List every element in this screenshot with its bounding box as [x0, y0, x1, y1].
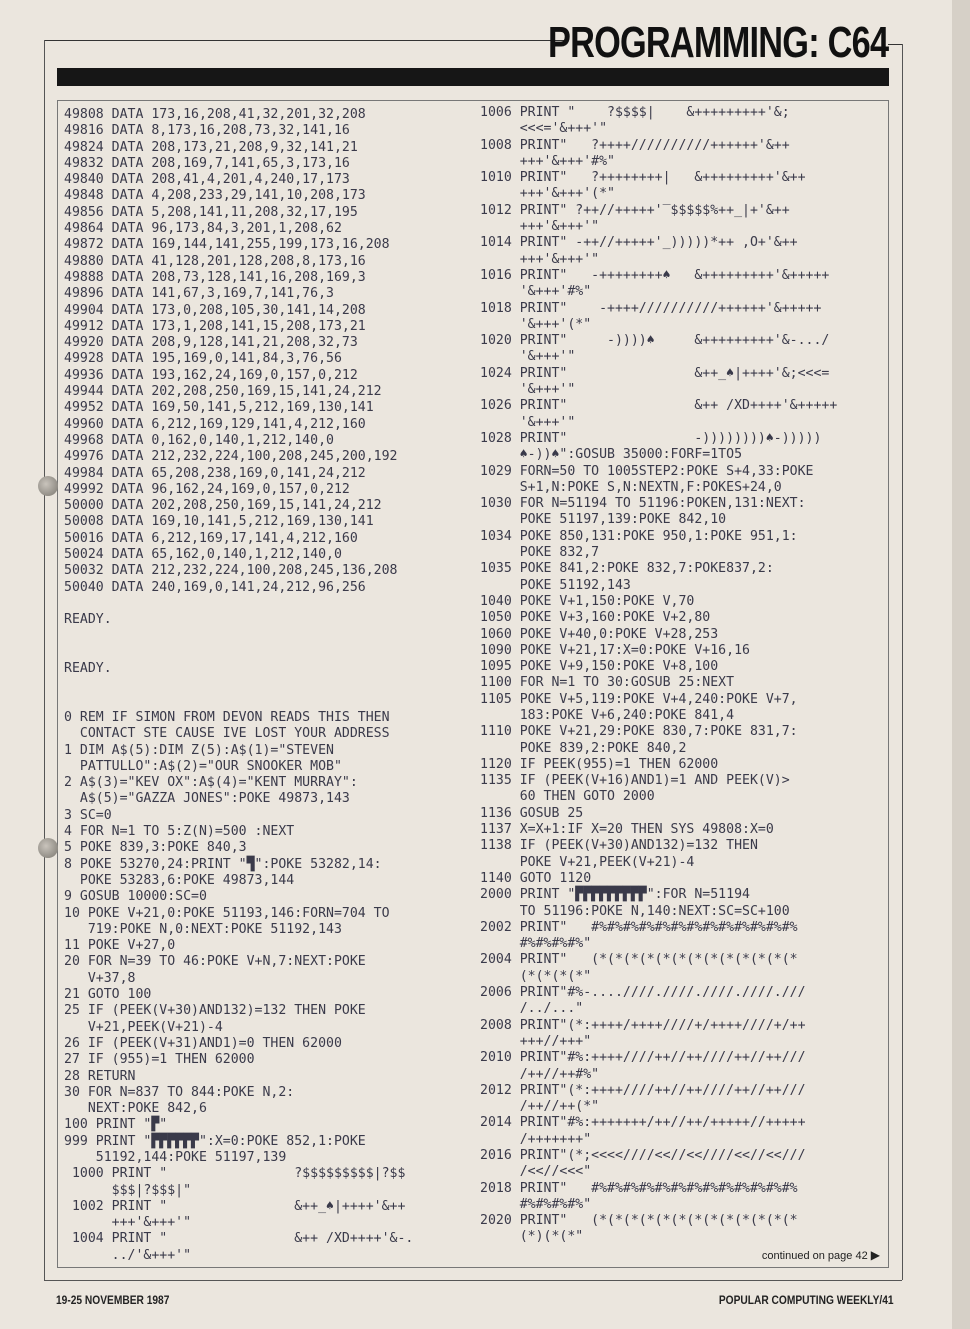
code-line: POKE 832,7 — [480, 545, 600, 561]
code-line — [64, 645, 413, 661]
code-line: READY. — [64, 661, 112, 677]
code-line: 49856 DATA 5,208,141,11,208,32,17,195 — [64, 204, 358, 220]
code-line: 3 SC=0 — [64, 807, 112, 823]
code-line: (*)(*(*" — [480, 1229, 584, 1245]
code-line: 49840 DATA 208,41,4,201,4,240,17,173 — [64, 172, 350, 188]
code-line: 28 RETURN — [64, 1068, 136, 1084]
code-line: 49912 DATA 173,1,208,141,15,208,173,21 — [64, 318, 366, 334]
code-line: '&+++'#%" — [480, 284, 592, 300]
code-line: 1006 PRINT " ?$$$$| &+++++++++'&; — [480, 105, 790, 120]
code-line: 1050 POKE V+3,160:POKE V+2,80 — [480, 610, 711, 626]
code-line: 49808 DATA 173,16,208,41,32,201,32,208 — [64, 107, 366, 122]
code-line: 1034 POKE 850,131:POKE 950,1:POKE 951,1: — [480, 528, 798, 544]
code-line: (*(*(*(*" — [480, 968, 592, 984]
code-line: 49904 DATA 173,0,208,105,30,141,14,208 — [64, 302, 366, 318]
code-line: '&+++'" — [480, 414, 576, 430]
frame-line — [44, 1280, 902, 1281]
code-line: #%#%#%#%" — [480, 936, 592, 952]
code-line: 49848 DATA 4,208,233,29,141,10,208,173 — [64, 188, 366, 204]
code-line: '&+++'" — [480, 382, 576, 398]
code-line: 1060 POKE V+40,0:POKE V+28,253 — [480, 626, 719, 642]
code-line: 2002 PRINT" #%#%#%#%#%#%#%#%#%#%#%#%#% — [480, 919, 798, 935]
code-line: 1136 GOSUB 25 — [480, 805, 584, 821]
code-line: 49888 DATA 208,73,128,141,16,208,169,3 — [64, 269, 366, 285]
code-line: /++//++(*" — [480, 1099, 600, 1115]
code-line: 183:POKE V+6,240:POKE 841,4 — [480, 707, 735, 723]
code-line: ♠-))♠":GOSUB 35000:FORF=1TO5 — [480, 447, 743, 463]
code-line: 49872 DATA 169,144,141,255,199,173,16,208 — [64, 237, 390, 253]
code-line: POKE 53283,6:POKE 49873,144 — [64, 872, 295, 888]
code-line: 1028 PRINT" -))))))))♠-))))) — [480, 430, 822, 446]
code-line: 1024 PRINT" &++_♠|++++'&;<<<= — [480, 365, 830, 381]
code-line: 51192,144:POKE 51197,139 — [64, 1150, 287, 1165]
code-line: A$(5)="GAZZA JONES":POKE 49873,143 — [64, 791, 350, 807]
code-line: 5 POKE 839,3:POKE 840,3 — [64, 840, 247, 856]
code-line: 1140 GOTO 1120 — [480, 870, 592, 886]
code-line: POKE 51192,143 — [480, 577, 631, 593]
code-line: 1040 POKE V+1,150:POKE V,70 — [480, 593, 695, 609]
code-line: 49992 DATA 96,162,24,169,0,157,0,212 — [64, 481, 350, 497]
code-line: +++'&+++'" — [64, 1215, 192, 1231]
code-line: $$$|?$$$|" — [64, 1182, 192, 1198]
code-line: 1137 X=X+1:IF X=20 THEN SYS 49808:X=0 — [480, 822, 774, 838]
code-line: 1026 PRINT" &++ /XD++++'&+++++ — [480, 398, 838, 414]
code-line: 719:POKE N,0:NEXT:POKE 51192,143 — [64, 921, 342, 937]
code-line: 2 A$(3)="KEV OX":A$(4)="KENT MURRAY": — [64, 775, 358, 791]
code-line: READY. — [64, 612, 112, 628]
listing-left-column — [64, 107, 413, 1264]
code-line: 50040 DATA 240,169,0,141,24,212,96,256 — [64, 579, 366, 595]
page-title: PROGRAMMING: C64 — [547, 18, 888, 67]
continued-note — [762, 1248, 880, 1262]
code-line: 2008 PRINT"(*:++++/++++////+/++++////+/++ — [480, 1017, 806, 1033]
code-line: 1002 PRINT " &++_♠|++++'&++ — [64, 1198, 406, 1214]
code-line: PATTULLO":A$(2)="OUR SNOOKER MOB" — [64, 758, 342, 774]
code-line: 49824 DATA 208,173,21,208,9,32,141,21 — [64, 139, 358, 155]
code-line: 30 FOR N=837 TO 844:POKE N,2: — [64, 1084, 295, 1100]
code-line: S+1,N:POKE S,N:NEXTN,F:POKES+24,0 — [480, 479, 782, 495]
code-line: 1105 POKE V+5,119:POKE V+4,240:POKE V+7, — [480, 691, 798, 707]
code-line: #%#%#%#%" — [480, 1196, 592, 1212]
code-line: POKE V+21,PEEK(V+21)-4 — [480, 854, 695, 870]
code-line: 49928 DATA 195,169,0,141,84,3,76,56 — [64, 351, 342, 367]
code-line: 1010 PRINT" ?++++++++| &+++++++++'&++ — [480, 170, 806, 186]
code-line: 9 GOSUB 10000:SC=0 — [64, 889, 207, 905]
code-line: 27 IF (955)=1 THEN 62000 — [64, 1052, 255, 1068]
code-line: 4 FOR N=1 TO 5:Z(N)=500 :NEXT — [64, 824, 295, 840]
code-line: 1035 POKE 841,2:POKE 832,7:POKE837,2: — [480, 561, 774, 577]
code-line: 49944 DATA 202,208,250,169,15,141,24,212 — [64, 384, 382, 400]
code-line: 21 GOTO 100 — [64, 987, 152, 1003]
code-line: 1029 FORN=50 TO 1005STEP2:POKE S+4,33:POKE — [480, 463, 814, 479]
code-line: 49880 DATA 41,128,201,128,208,8,173,16 — [64, 253, 366, 269]
code-line: +++'&+++'" — [480, 219, 600, 235]
code-line: 1018 PRINT" -++++//////////++++++'&+++++ — [480, 300, 822, 316]
code-line: 2012 PRINT"(*:++++////++//++////++//++/// — [480, 1082, 806, 1098]
code-line: 1012 PRINT" ?++//+++++'‾$$$$$%++_|+'&++ — [480, 202, 790, 218]
code-line: NEXT:POKE 842,6 — [64, 1101, 207, 1117]
code-line: ../'&+++'" — [64, 1247, 192, 1263]
frame-line — [888, 44, 902, 45]
code-line: +++'&+++'(*" — [480, 186, 615, 202]
code-line: 1110 POKE V+21,29:POKE 830,7:POKE 831,7: — [480, 724, 798, 740]
frame-line — [44, 40, 566, 41]
footer-page: POPULAR COMPUTING WEEKLY/41 — [719, 1293, 894, 1307]
code-line: 49816 DATA 8,173,16,208,73,32,141,16 — [64, 123, 350, 139]
code-line: /../..." — [480, 1001, 584, 1017]
staple-hole — [38, 476, 58, 496]
header-rule — [57, 68, 889, 86]
code-line: 50016 DATA 6,212,169,17,141,4,212,160 — [64, 530, 358, 546]
code-line: V+37,8 — [64, 970, 136, 986]
code-line: 50024 DATA 65,162,0,140,1,212,140,0 — [64, 547, 342, 563]
code-line: 1014 PRINT" -++//+++++'_)))))*++ ,O+'&++ — [480, 235, 798, 251]
code-line: 2010 PRINT"#%:++++////++//++////++//++/// — [480, 1050, 806, 1066]
code-line: 2014 PRINT"#%:+++++++/++//++/+++++//+++++ — [480, 1115, 806, 1131]
code-line: 1020 PRINT" -))))♠ &+++++++++'&-.../ — [480, 333, 830, 349]
code-line: V+21,PEEK(V+21)-4 — [64, 1019, 223, 1035]
code-line: <<<='&+++'" — [480, 121, 608, 137]
code-line: /++//++#%" — [480, 1066, 600, 1082]
code-line: '&+++'(*" — [480, 316, 592, 332]
code-line: +++//+++" — [480, 1033, 592, 1049]
code-line: 1 DIM A$(5):DIM Z(5):A$(1)="STEVEN — [64, 742, 334, 758]
code-line: +++'&+++'" — [480, 251, 600, 267]
code-line: POKE 51197,139:POKE 842,10 — [480, 512, 727, 528]
continued-text: continued on page 42 — [761, 1250, 868, 1262]
code-line: 1090 POKE V+21,17:X=0:POKE V+16,16 — [480, 642, 750, 658]
footer-date: 19-25 NOVEMBER 1987 — [56, 1293, 170, 1307]
code-line — [64, 677, 413, 693]
code-line: 100 PRINT "▛" — [64, 1117, 168, 1133]
code-line: POKE 839,2:POKE 840,2 — [480, 740, 687, 756]
code-line: 49960 DATA 6,212,169,129,141,4,212,160 — [64, 416, 366, 432]
code-line: 50032 DATA 212,232,224,100,208,245,136,208 — [64, 563, 398, 579]
code-line: 2000 PRINT "▛▛▛▛▛▛▛▛▛":FOR N=51194 — [480, 887, 750, 903]
code-line: 1004 PRINT " &++ /XD++++'&-. — [64, 1231, 414, 1247]
code-line: 1000 PRINT " ?$$$$$$$$$|?$$ — [64, 1166, 406, 1182]
code-line: TO 51196:POKE N,140:NEXT:SC=SC+100 — [480, 903, 790, 919]
code-line — [64, 694, 413, 710]
code-line: 49864 DATA 96,173,84,3,201,1,208,62 — [64, 221, 342, 237]
frame-line — [44, 40, 45, 1280]
code-line: 49968 DATA 0,162,0,140,1,212,140,0 — [64, 432, 334, 448]
code-line: 2006 PRINT"#%-....////.////.////.////./// — [480, 985, 806, 1001]
code-line: 49896 DATA 141,67,3,169,7,141,76,3 — [64, 286, 334, 302]
code-line: 2004 PRINT" (*(*(*(*(*(*(*(*(*(*(*(*(* — [480, 952, 798, 968]
code-line: 49832 DATA 208,169,7,141,65,3,173,16 — [64, 155, 350, 171]
code-line: /+++++++" — [480, 1131, 592, 1147]
code-line: 11 POKE V+27,0 — [64, 938, 176, 954]
code-line: 49952 DATA 169,50,141,5,212,169,130,141 — [64, 400, 374, 416]
code-line: 25 IF (PEEK(V+30)AND132)=132 THEN POKE — [64, 1003, 366, 1019]
code-line: 2020 PRINT" (*(*(*(*(*(*(*(*(*(*(*(*(* — [480, 1213, 798, 1229]
code-line: 2018 PRINT" #%#%#%#%#%#%#%#%#%#%#%#%#% — [480, 1180, 798, 1196]
code-line: 1016 PRINT" -++++++++♠ &+++++++++'&+++++ — [480, 267, 830, 283]
code-line: 49984 DATA 65,208,238,169,0,141,24,212 — [64, 465, 366, 481]
code-line: 50008 DATA 169,10,141,5,212,169,130,141 — [64, 514, 374, 530]
code-line: +++'&+++'#%" — [480, 153, 615, 169]
page-edge — [952, 0, 970, 1329]
code-line: '&+++'" — [480, 349, 576, 365]
code-line — [64, 629, 413, 645]
code-line: 10 POKE V+21,0:POKE 51193,146:FORN=704 TO — [64, 905, 390, 921]
code-line: 26 IF (PEEK(V+31)AND1)=0 THEN 62000 — [64, 1035, 342, 1051]
code-line: 49920 DATA 208,9,128,141,21,208,32,73 — [64, 335, 358, 351]
code-line: 20 FOR N=39 TO 46:POKE V+N,7:NEXT:POKE — [64, 954, 366, 970]
arrow-right-icon: ▶ — [870, 1248, 880, 1262]
code-line: 2016 PRINT"(*;<<<<////<<//<<////<<//<</// — [480, 1148, 806, 1163]
code-line: 50000 DATA 202,208,250,169,15,141,24,212 — [64, 498, 382, 514]
code-line: 8 POKE 53270,24:PRINT "▜":POKE 53282,14: — [64, 856, 382, 872]
code-line: 49936 DATA 193,162,24,169,0,157,0,212 — [64, 367, 358, 383]
staple-hole — [38, 838, 58, 858]
code-line: /<<//<<<" — [480, 1164, 592, 1180]
listing-right-column — [480, 105, 837, 1246]
code-line: CONTACT STE CAUSE IVE LOST YOUR ADDRESS — [64, 726, 390, 742]
code-line: 1100 FOR N=1 TO 30:GOSUB 25:NEXT — [480, 675, 735, 691]
code-line: 1095 POKE V+9,150:POKE V+8,100 — [480, 659, 719, 675]
code-line: 0 REM IF SIMON FROM DEVON READS THIS THEN — [64, 709, 390, 725]
code-line: 60 THEN GOTO 2000 — [480, 789, 655, 805]
code-line: 1008 PRINT" ?++++//////////++++++'&++ — [480, 137, 790, 153]
code-line: 1135 IF (PEEK(V+16)AND1)=1 AND PEEK(V)> — [480, 773, 790, 789]
code-line: 1120 IF PEEK(955)=1 THEN 62000 — [480, 756, 719, 772]
code-line: 1138 IF (PEEK(V+30)AND132)=132 THEN — [480, 838, 758, 854]
code-line — [64, 596, 413, 612]
frame-line — [902, 44, 903, 1280]
code-line: 49976 DATA 212,232,224,100,208,245,200,192 — [64, 449, 398, 465]
code-line: 1030 FOR N=51194 TO 51196:POKEN,131:NEXT: — [480, 496, 806, 512]
code-line: 999 PRINT "▛▛▛▛▛▛":X=0:POKE 852,1:POKE — [64, 1133, 366, 1149]
